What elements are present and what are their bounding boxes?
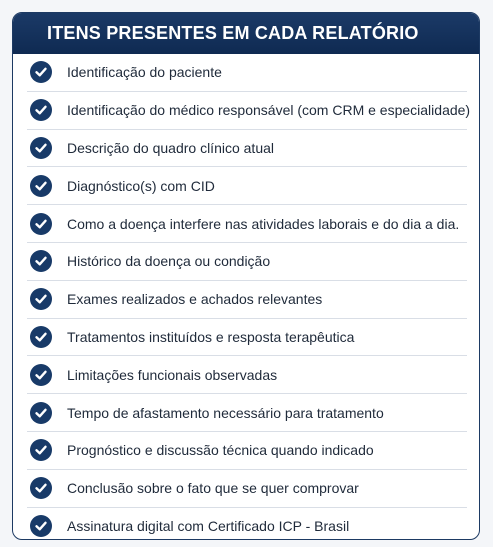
card-header — [13, 13, 479, 54]
item-label: Exames realizados e achados relevantes — [67, 291, 323, 308]
item-label: Tempo de afastamento necessário para tratamento — [67, 404, 384, 421]
item-label: Prognóstico e discussão técnica quando indicado — [67, 442, 374, 459]
item-label: Tratamentos instituídos e resposta terapêutica — [67, 328, 355, 345]
list-item — [27, 281, 467, 319]
list-item — [27, 205, 467, 243]
card-title: ITENS PRESENTES EM CADA RELATÓRIO — [47, 23, 419, 43]
check-circle-icon — [30, 515, 52, 537]
list-item — [27, 54, 467, 92]
check-circle-icon — [30, 477, 52, 499]
check-circle-icon — [30, 250, 52, 272]
list-item — [27, 470, 467, 508]
list-item — [27, 432, 467, 470]
item-label: Conclusão sobre o fato que se quer comprovar — [67, 480, 359, 497]
item-label: Histórico da doença ou condição — [67, 253, 271, 270]
check-circle-icon — [30, 326, 52, 348]
item-label: Como a doença interfere nas atividades laborais e do dia a dia. — [67, 215, 460, 232]
list-item — [27, 508, 467, 540]
check-circle-icon — [30, 288, 52, 310]
checklist-card — [12, 12, 480, 540]
check-circle-icon — [30, 402, 52, 424]
check-circle-icon — [30, 137, 52, 159]
items-list — [13, 54, 479, 540]
item-label: Limitações funcionais observadas — [67, 366, 278, 383]
list-item — [27, 394, 467, 432]
list-item — [27, 243, 467, 281]
check-circle-icon — [30, 213, 52, 235]
item-label: Assinatura digital com Certificado ICP - Brasil — [67, 517, 350, 534]
list-item — [27, 92, 471, 130]
check-circle-icon — [30, 439, 52, 461]
list-item — [27, 130, 467, 168]
check-circle-icon — [30, 61, 52, 83]
item-label: Diagnóstico(s) com CID — [67, 177, 215, 194]
item-label: Descrição do quadro clínico atual — [67, 139, 275, 156]
list-item — [27, 356, 467, 394]
check-circle-icon — [30, 175, 52, 197]
check-circle-icon — [30, 99, 52, 121]
item-label: Identificação do paciente — [67, 64, 222, 81]
item-label: Identificação do médico responsável (com CRM e especialidade) — [67, 102, 471, 119]
check-circle-icon — [30, 364, 52, 386]
list-item — [27, 319, 467, 357]
list-item — [27, 167, 467, 205]
